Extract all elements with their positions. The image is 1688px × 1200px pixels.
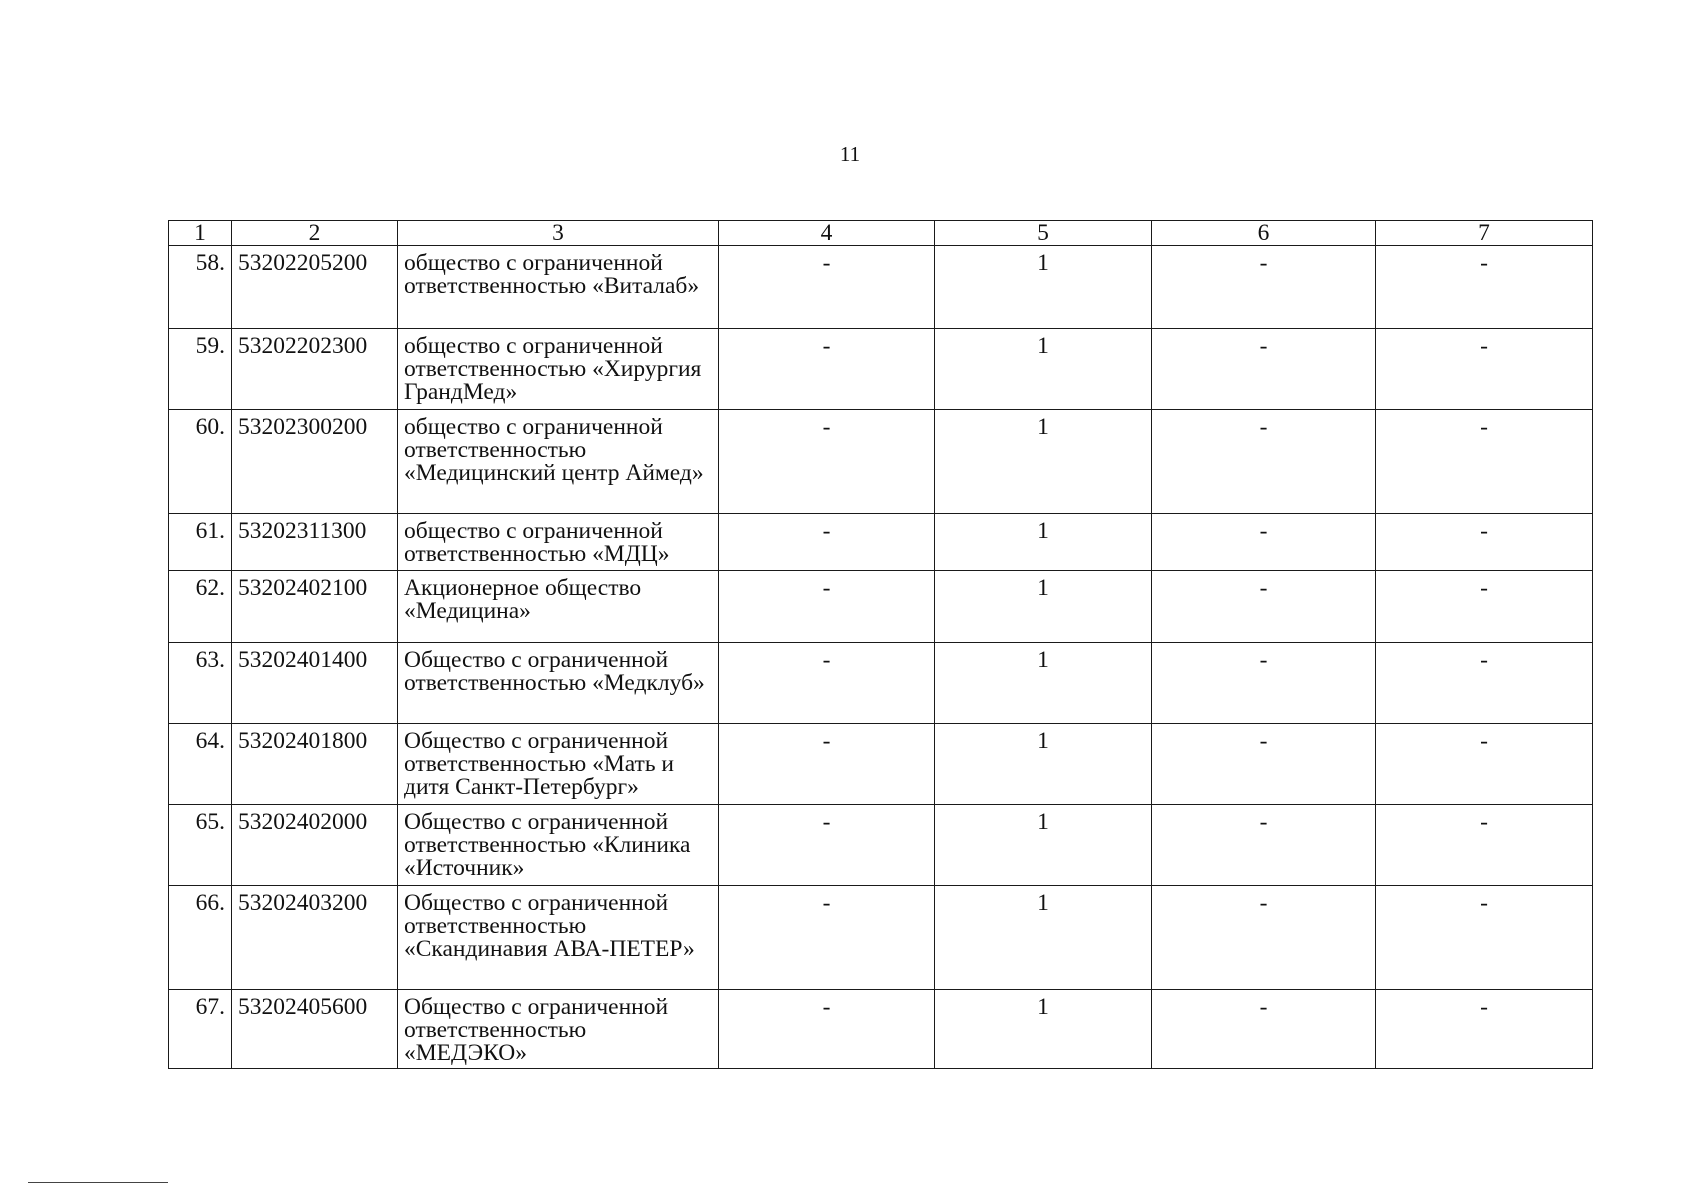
row-number: 65. bbox=[169, 805, 232, 886]
row-number: 67. bbox=[169, 990, 232, 1069]
cell-col-7: - bbox=[1376, 805, 1593, 886]
cell-col-5: 1 bbox=[935, 990, 1152, 1069]
cell-col-6: - bbox=[1152, 805, 1376, 886]
cell-col-6: - bbox=[1152, 410, 1376, 514]
cell-col-6: - bbox=[1152, 643, 1376, 724]
table-row bbox=[169, 805, 1593, 886]
header-col-4: 4 bbox=[719, 221, 935, 246]
registry-code: 53202405600 bbox=[232, 990, 398, 1069]
registry-code: 53202202300 bbox=[232, 329, 398, 410]
cell-col-7: - bbox=[1376, 410, 1593, 514]
cell-col-7: - bbox=[1376, 246, 1593, 329]
registry-code: 53202205200 bbox=[232, 246, 398, 329]
header-col-7: 7 bbox=[1376, 221, 1593, 246]
row-number: 61. bbox=[169, 514, 232, 571]
registry-code: 53202311300 bbox=[232, 514, 398, 571]
organization-name: Общество с ограниченной ответственностью «Мать и дитя Санкт-Петербург» bbox=[398, 724, 719, 805]
cell-col-6: - bbox=[1152, 514, 1376, 571]
row-number: 64. bbox=[169, 724, 232, 805]
row-number: 66. bbox=[169, 886, 232, 990]
organization-name: Общество с ограниченной ответственностью «Скандинавия АВА-ПЕТЕР» bbox=[398, 886, 719, 990]
header-col-3: 3 bbox=[398, 221, 719, 246]
table-header bbox=[169, 221, 1593, 246]
table-row bbox=[169, 571, 1593, 643]
cell-col-5: 1 bbox=[935, 805, 1152, 886]
cell-col-4: - bbox=[719, 805, 935, 886]
cell-col-5: 1 bbox=[935, 724, 1152, 805]
registry-code: 53202401400 bbox=[232, 643, 398, 724]
organization-name: общество с ограниченной ответственностью «Виталаб» bbox=[398, 246, 719, 329]
cell-col-6: - bbox=[1152, 724, 1376, 805]
table-row bbox=[169, 643, 1593, 724]
footnote-separator bbox=[28, 1182, 168, 1183]
table-row bbox=[169, 724, 1593, 805]
cell-col-7: - bbox=[1376, 329, 1593, 410]
cell-col-5: 1 bbox=[935, 246, 1152, 329]
cell-col-5: 1 bbox=[935, 886, 1152, 990]
cell-col-7: - bbox=[1376, 990, 1593, 1069]
organization-name: общество с ограниченной ответственностью «Хирургия ГрандМед» bbox=[398, 329, 719, 410]
registry-code: 53202300200 bbox=[232, 410, 398, 514]
organization-name: Общество с ограниченной ответственностью «Клиника «Источник» bbox=[398, 805, 719, 886]
registry-code: 53202402000 bbox=[232, 805, 398, 886]
cell-col-6: - bbox=[1152, 571, 1376, 643]
table-row bbox=[169, 990, 1593, 1069]
cell-col-6: - bbox=[1152, 990, 1376, 1069]
header-row bbox=[169, 221, 1593, 246]
cell-col-4: - bbox=[719, 329, 935, 410]
row-number: 62. bbox=[169, 571, 232, 643]
organization-name: Акционерное общество «Медицина» bbox=[398, 571, 719, 643]
row-number: 63. bbox=[169, 643, 232, 724]
cell-col-7: - bbox=[1376, 514, 1593, 571]
registry-table bbox=[168, 220, 1593, 1069]
table-row bbox=[169, 246, 1593, 329]
table-row bbox=[169, 329, 1593, 410]
row-number: 59. bbox=[169, 329, 232, 410]
cell-col-4: - bbox=[719, 724, 935, 805]
page-number: 11 bbox=[839, 142, 861, 166]
row-number: 58. bbox=[169, 246, 232, 329]
header-col-2: 2 bbox=[232, 221, 398, 246]
organization-name: Общество с ограниченной ответственностью «МЕДЭКО» bbox=[398, 990, 719, 1069]
cell-col-6: - bbox=[1152, 886, 1376, 990]
header-col-1: 1 bbox=[169, 221, 232, 246]
table-row bbox=[169, 886, 1593, 990]
cell-col-5: 1 bbox=[935, 410, 1152, 514]
cell-col-7: - bbox=[1376, 643, 1593, 724]
cell-col-4: - bbox=[719, 410, 935, 514]
cell-col-7: - bbox=[1376, 571, 1593, 643]
organization-name: общество с ограниченной ответственностью «МДЦ» bbox=[398, 514, 719, 571]
cell-col-7: - bbox=[1376, 724, 1593, 805]
cell-col-6: - bbox=[1152, 246, 1376, 329]
header-col-5: 5 bbox=[935, 221, 1152, 246]
registry-code: 53202403200 bbox=[232, 886, 398, 990]
registry-code: 53202402100 bbox=[232, 571, 398, 643]
organization-name: общество с ограниченной ответственностью «Медицинский центр Аймед» bbox=[398, 410, 719, 514]
table-row bbox=[169, 410, 1593, 514]
cell-col-4: - bbox=[719, 571, 935, 643]
cell-col-4: - bbox=[719, 514, 935, 571]
cell-col-4: - bbox=[719, 643, 935, 724]
table-body bbox=[169, 246, 1593, 1069]
cell-col-7: - bbox=[1376, 886, 1593, 990]
cell-col-4: - bbox=[719, 990, 935, 1069]
header-col-6: 6 bbox=[1152, 221, 1376, 246]
registry-code: 53202401800 bbox=[232, 724, 398, 805]
cell-col-5: 1 bbox=[935, 571, 1152, 643]
organization-name: Общество с ограниченной ответственностью «Медклуб» bbox=[398, 643, 719, 724]
table-row bbox=[169, 514, 1593, 571]
cell-col-4: - bbox=[719, 886, 935, 990]
cell-col-5: 1 bbox=[935, 643, 1152, 724]
cell-col-6: - bbox=[1152, 329, 1376, 410]
row-number: 60. bbox=[169, 410, 232, 514]
cell-col-5: 1 bbox=[935, 329, 1152, 410]
cell-col-5: 1 bbox=[935, 514, 1152, 571]
cell-col-4: - bbox=[719, 246, 935, 329]
